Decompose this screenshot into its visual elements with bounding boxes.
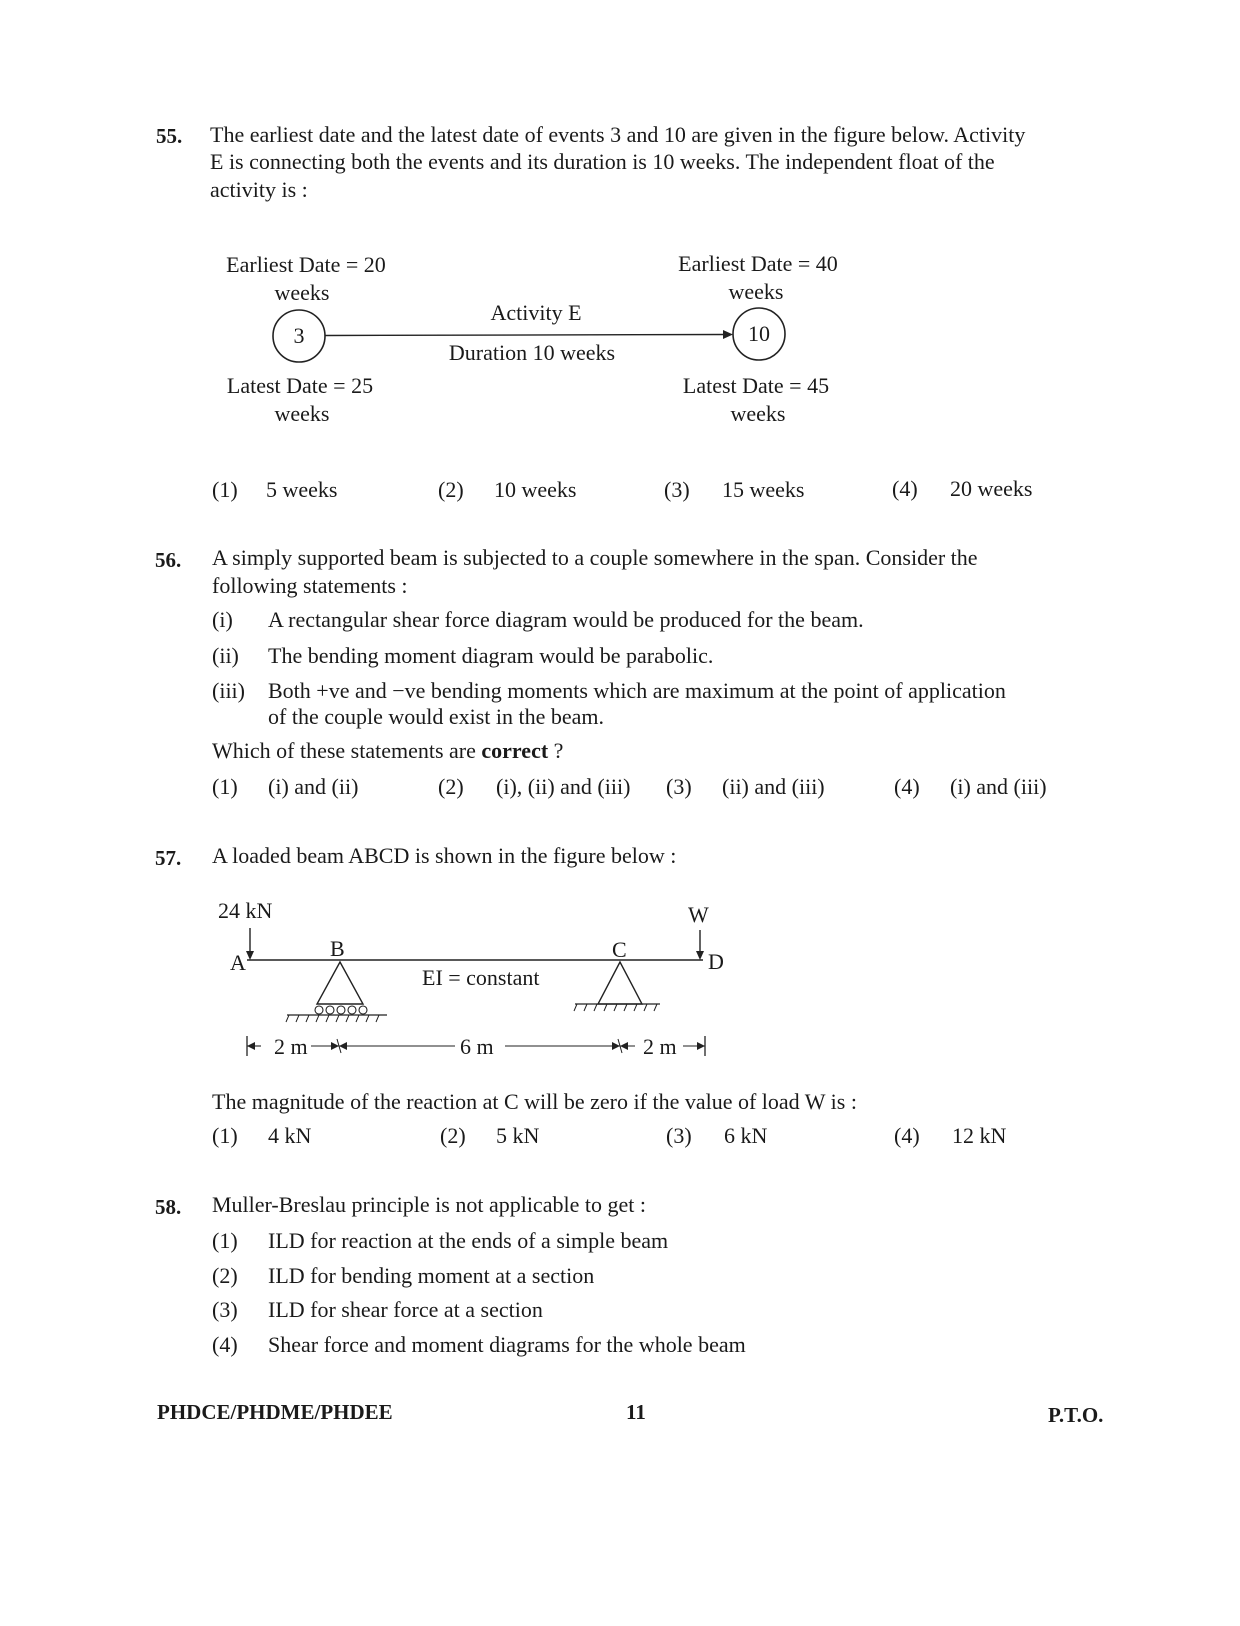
- option-text: ILD for bending moment at a section: [268, 1263, 595, 1288]
- arrow-down-icon: [696, 951, 704, 960]
- point-label-b: B: [330, 936, 345, 961]
- arrow-down-icon: [246, 951, 254, 960]
- question-prompt: Which of these statements are correct ?: [212, 738, 564, 763]
- dimension-label-right: 2 m: [643, 1034, 677, 1059]
- option-number: (3): [664, 477, 690, 502]
- option-number: (4): [894, 1123, 920, 1148]
- activity-arrow-line: [325, 335, 726, 336]
- option-text: 4 kN: [268, 1123, 312, 1148]
- option-number: (2): [438, 477, 464, 502]
- option-text: 5 kN: [496, 1123, 540, 1148]
- roller-icon: [326, 1006, 334, 1014]
- option-text: 10 weeks: [494, 477, 577, 502]
- option-number: (3): [666, 1123, 692, 1148]
- option-number: (1): [212, 774, 238, 799]
- ground-hatching: [574, 1004, 657, 1011]
- left-earliest-label: Earliest Date = 20: [226, 252, 386, 277]
- paper-code: PHDCE/PHDME/PHDEE: [157, 1400, 393, 1424]
- right-latest-unit: weeks: [730, 401, 786, 426]
- statement-text: The bending moment diagram would be parabolic.: [268, 643, 714, 668]
- pin-support-c: [598, 962, 642, 1004]
- option-text: (ii) and (iii): [722, 774, 825, 799]
- statement-number: (ii): [212, 643, 239, 668]
- roller-support-b: [317, 962, 363, 1004]
- arrow-head-icon: [723, 330, 733, 339]
- question-number: 56.: [155, 548, 182, 572]
- question-prompt: The magnitude of the reaction at C will be zero if the value of load W is :: [212, 1089, 857, 1114]
- statement-text-continued: of the couple would exist in the beam.: [268, 704, 605, 729]
- option-number: (1): [212, 1228, 238, 1253]
- arrow-right-icon: [697, 1042, 705, 1050]
- roller-icon: [315, 1006, 323, 1014]
- emphasis-text: correct: [481, 738, 549, 763]
- dimension-label-middle: 6 m: [460, 1034, 494, 1059]
- option-text: ILD for shear force at a section: [268, 1297, 543, 1322]
- question-number: 57.: [155, 846, 182, 870]
- point-label-d: D: [708, 949, 724, 974]
- question-text-line: A loaded beam ABCD is shown in the figure below :: [212, 843, 677, 868]
- option-text: 15 weeks: [722, 477, 805, 502]
- ground-hatching: [286, 1015, 379, 1022]
- activity-label: Activity E: [490, 300, 582, 325]
- right-earliest-label: Earliest Date = 40: [678, 251, 838, 276]
- option-number: (2): [440, 1123, 466, 1148]
- question-text-line: activity is :: [210, 177, 308, 202]
- network-diagram: [260, 300, 800, 372]
- roller-icon: [337, 1006, 345, 1014]
- option-text: 5 weeks: [266, 477, 338, 502]
- statement-number: (i): [212, 607, 233, 632]
- option-text: (i) and (ii): [268, 774, 359, 799]
- option-number: (1): [212, 477, 238, 502]
- option-text: 6 kN: [724, 1123, 768, 1148]
- option-number: (4): [212, 1332, 238, 1357]
- option-number: (1): [212, 1123, 238, 1148]
- load-label-d: W: [688, 902, 709, 927]
- dimension-label-left: 2 m: [274, 1034, 308, 1059]
- option-text: (i) and (iii): [950, 774, 1047, 799]
- question-text-line: The earliest date and the latest date of events 3 and 10 are given in the figure below. Activity: [210, 122, 1026, 147]
- load-label-a: 24 kN: [218, 898, 273, 923]
- option-number: (4): [892, 476, 918, 501]
- option-number: (4): [894, 774, 920, 799]
- right-latest-label: Latest Date = 45: [682, 373, 830, 398]
- point-label-c: C: [612, 937, 627, 962]
- left-earliest-unit: weeks: [274, 280, 330, 305]
- right-earliest-unit: weeks: [728, 279, 784, 304]
- left-node-label: 3: [293, 323, 305, 348]
- roller-icon: [359, 1006, 367, 1014]
- option-number: (2): [212, 1263, 238, 1288]
- option-number: (2): [438, 774, 464, 799]
- question-text-line: following statements :: [212, 573, 408, 598]
- statement-text: Both +ve and −ve bending moments which are maximum at the point of application: [268, 678, 1006, 703]
- statement-number: (iii): [212, 678, 245, 703]
- question-number: 55.: [156, 124, 183, 148]
- option-text: Shear force and moment diagrams for the whole beam: [268, 1332, 746, 1357]
- option-text: ILD for reaction at the ends of a simple beam: [268, 1228, 669, 1253]
- left-latest-label: Latest Date = 25: [226, 373, 374, 398]
- option-number: (3): [212, 1297, 238, 1322]
- question-text-line: A simply supported beam is subjected to a couple somewhere in the span. Consider the: [212, 545, 978, 570]
- question-number: 58.: [155, 1195, 182, 1219]
- statement-text: A rectangular shear force diagram would be produced for the beam.: [268, 607, 864, 632]
- option-text: 20 weeks: [950, 476, 1033, 501]
- question-text-line: E is connecting both the events and its duration is 10 weeks. The independent float of the: [210, 149, 995, 174]
- point-label-a: A: [230, 950, 246, 975]
- question-text-line: Muller-Breslau principle is not applicable to get :: [212, 1192, 646, 1217]
- option-text: 12 kN: [952, 1123, 1007, 1148]
- beam-stiffness-label: EI = constant: [422, 965, 540, 990]
- duration-label: Duration 10 weeks: [448, 340, 616, 365]
- left-latest-unit: weeks: [274, 401, 330, 426]
- option-text: (i), (ii) and (iii): [496, 774, 631, 799]
- roller-icon: [348, 1006, 356, 1014]
- page-number: 11: [626, 1400, 646, 1424]
- right-node-label: 10: [748, 321, 770, 346]
- option-number: (3): [666, 774, 692, 799]
- please-turn-over: P.T.O.: [1048, 1403, 1104, 1427]
- arrow-left-icon: [247, 1042, 255, 1050]
